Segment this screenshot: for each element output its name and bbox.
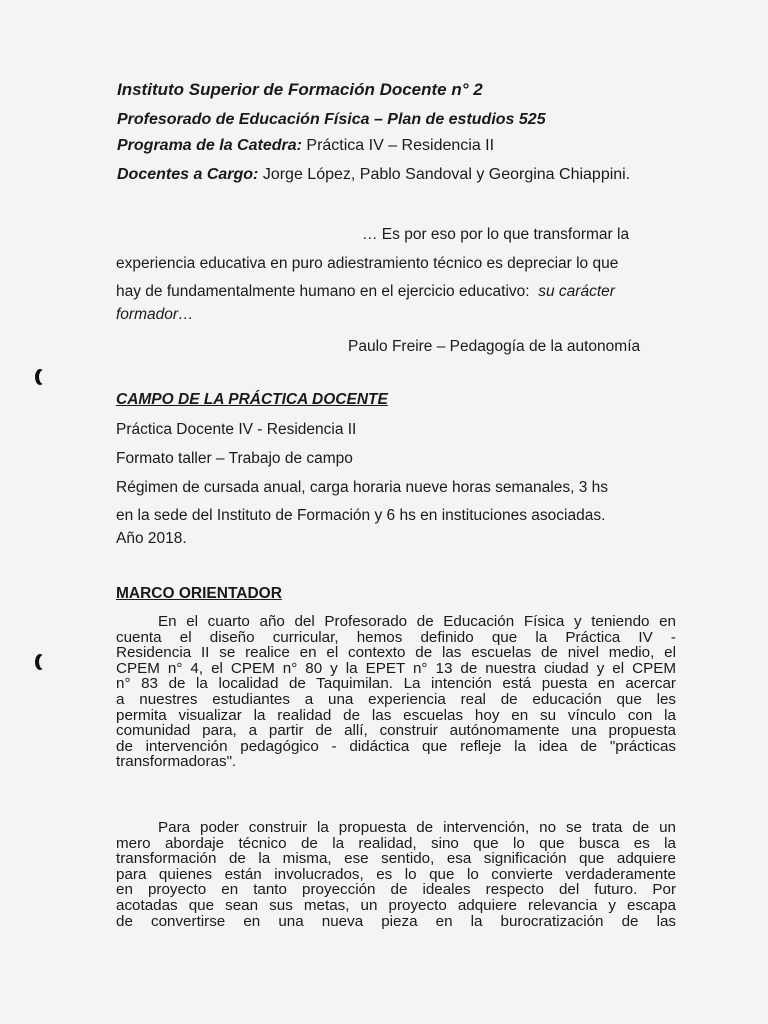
campo-line-1: Práctica Docente IV - Residencia II [116,421,357,438]
catedra-value: Práctica IV – Residencia II [306,137,495,154]
docentes-value: Jorge López, Pablo Sandoval y Georgina Chiappini. [262,166,631,183]
paragraph-line: Residencia II se realice en el contexto de las escuelas de nivel medio, el [116,644,676,662]
paragraph-line: cuenta el diseño curricular, hemos definido que la Práctica IV - [116,628,676,646]
marco-paragraph-1 [116,614,676,770]
campo-line-5: Año 2018. [116,530,187,547]
paragraph-line: transformación de la misma, ese sentido, esa significación que adquiere [116,850,676,868]
paragraph-line: Para poder construir la propuesta de intervención, no se trata de un [158,819,676,836]
campo-line-4: en la sede del Instituto de Formación y 6 hs en instituciones asociadas. [116,507,606,524]
paragraph-line: acotadas que sean sus metas, un proyecto adquiere relevancia y escapa [116,896,676,914]
paragraph-line: comunidad para, a partir de allí, construir autónomamente una propuesta [116,722,676,740]
epigraph-line-4: formador… [116,306,194,323]
catedra-line [117,137,494,155]
paragraph-line: n° 83 de la localidad de Taquimilan. La intención está puesta en acercar [116,675,676,693]
marco-section-title: MARCO ORIENTADOR [116,585,282,602]
paragraph-line: permita visualizar la realidad de las escuelas hoy en su vínculo con la [116,706,676,724]
epigraph-line-3: hay de fundamentalmente humano en el ejercicio educativo: su carácter [116,283,615,300]
paragraph-line: mero abordaje técnico de la realidad, sino que lo que busca es la [116,834,676,852]
campo-line-2: Formato taller – Trabajo de campo [116,450,353,467]
program-title: Profesorado de Educación Física – Plan de estudios 525 [117,111,546,128]
epigraph-emphasis: su carácter [538,283,615,300]
docentes-line [117,166,630,184]
catedra-label: Programa de la Catedra: [117,137,302,154]
epigraph-attribution: Paulo Freire – Pedagogía de la autonomía [348,338,641,355]
epigraph-line-1: … Es por eso por lo que transformar la [362,226,630,243]
paragraph-line: de intervención pedagógico - didáctica que refleje la idea de "prácticas [116,737,676,755]
punch-hole-top [35,369,45,385]
docentes-label: Docentes a Cargo: [117,166,259,183]
paragraph-line: para quienes están involucrados, es lo que lo convierte verdaderamente [116,865,676,883]
epigraph-line-2: experiencia educativa en puro adiestramiento técnico es depreciar lo que [116,255,619,272]
institute-title: Instituto Superior de Formación Docente n° 2 [117,80,483,99]
paragraph-line: transformadoras". [116,753,237,771]
paragraph-line: de convertirse en una nueva pieza en la burocratización de las [116,912,676,930]
paragraph-line: en proyecto en tanto proyección de ideales respecto del futuro. Por [116,881,676,899]
marco-paragraph-2 [116,820,676,929]
paragraph-line: En el cuarto año del Profesorado de Educación Física y teniendo en [158,613,676,630]
paragraph-line: CPEM n° 4, el CPEM n° 80 y la EPET n° 13 de nuestra ciudad y el CPEM [116,659,676,677]
paragraph-line: a nuestres estudiantes a una experiencia real de educación que les [116,690,676,708]
punch-hole-bottom [35,654,45,670]
campo-line-3: Régimen de cursada anual, carga horaria nueve horas semanales, 3 hs [116,479,608,496]
campo-section-title: CAMPO DE LA PRÁCTICA DOCENTE [116,391,388,408]
